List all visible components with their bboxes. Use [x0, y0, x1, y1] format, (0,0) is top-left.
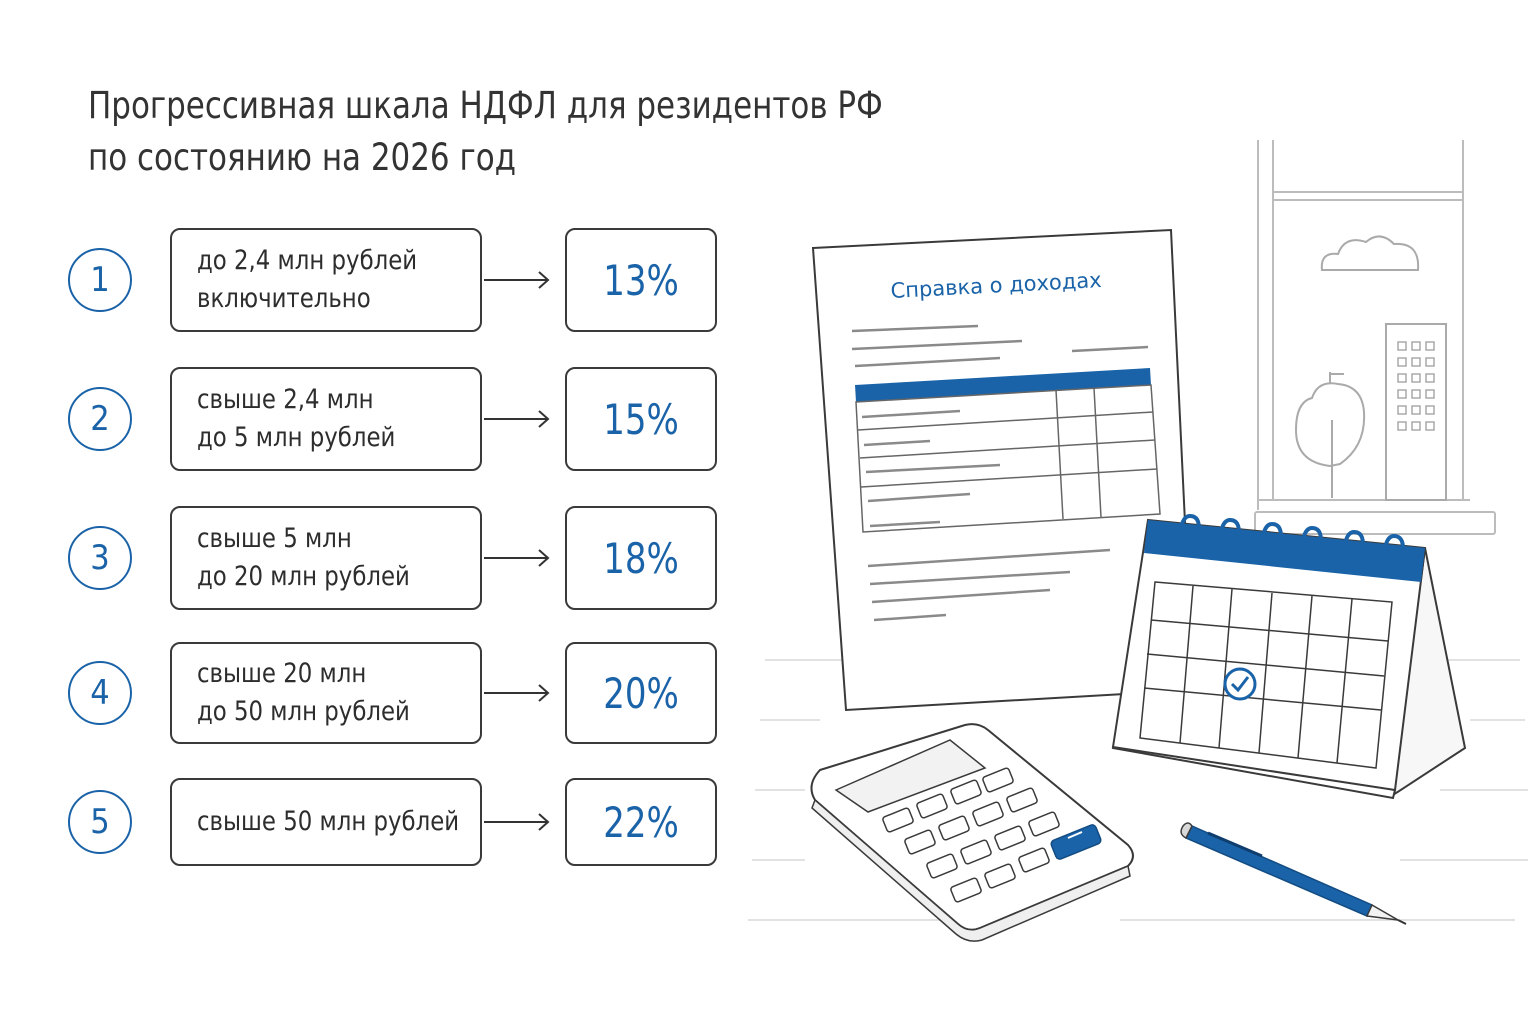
bracket-range-box — [170, 506, 482, 610]
pen-icon — [1181, 823, 1406, 924]
arrow-right-icon — [484, 270, 552, 290]
window-icon — [1255, 140, 1495, 534]
bracket-range-text: свыше 20 млн до 50 млн рублей — [197, 658, 410, 727]
bracket-rate-value: 13% — [603, 255, 679, 305]
bracket-rate-value: 18% — [603, 533, 679, 583]
bracket-range-text: свыше 2,4 млн до 5 млн рублей — [197, 384, 396, 453]
bracket-number-badge: 2 — [68, 387, 132, 451]
office-illustration — [740, 130, 1530, 950]
tax-bracket-row-5 — [0, 778, 740, 866]
bracket-rate-box — [565, 778, 717, 866]
calendar-icon — [1113, 516, 1465, 798]
calculator-icon — [811, 724, 1133, 941]
bracket-number-badge: 1 — [68, 248, 132, 312]
bracket-rate-box — [565, 506, 717, 610]
tax-bracket-row-1 — [0, 228, 740, 332]
bracket-range-text: до 2,4 млн рублей включительно — [197, 245, 418, 314]
bracket-range-text: свыше 50 млн рублей — [197, 806, 460, 837]
bracket-number-badge: 3 — [68, 526, 132, 590]
bracket-rate-box — [565, 367, 717, 471]
bracket-number-badge: 4 — [68, 661, 132, 725]
bracket-range-box — [170, 367, 482, 471]
bracket-rate-value: 20% — [603, 668, 679, 718]
bracket-rate-value: 22% — [603, 797, 679, 847]
title-line-2: по состоянию на 2026 год — [88, 136, 517, 179]
bracket-range-text: свыше 5 млн до 20 млн рублей — [197, 523, 410, 592]
arrow-right-icon — [484, 409, 552, 429]
title-line-1: Прогрессивная шкала НДФЛ для резидентов РФ — [88, 84, 883, 127]
arrow-right-icon — [484, 548, 552, 568]
arrow-right-icon — [484, 683, 552, 703]
tax-bracket-row-3 — [0, 506, 740, 610]
bracket-number-badge: 5 — [68, 790, 132, 854]
bracket-range-box — [170, 228, 482, 332]
bracket-rate-box — [565, 642, 717, 744]
bracket-range-box — [170, 778, 482, 866]
tax-bracket-row-4 — [0, 642, 740, 744]
arrow-right-icon — [484, 812, 552, 832]
bracket-rate-box — [565, 228, 717, 332]
bracket-range-box — [170, 642, 482, 744]
tax-bracket-row-2 — [0, 367, 740, 471]
bracket-rate-value: 15% — [603, 394, 679, 444]
document-title: Справка о доходах — [890, 267, 1103, 303]
